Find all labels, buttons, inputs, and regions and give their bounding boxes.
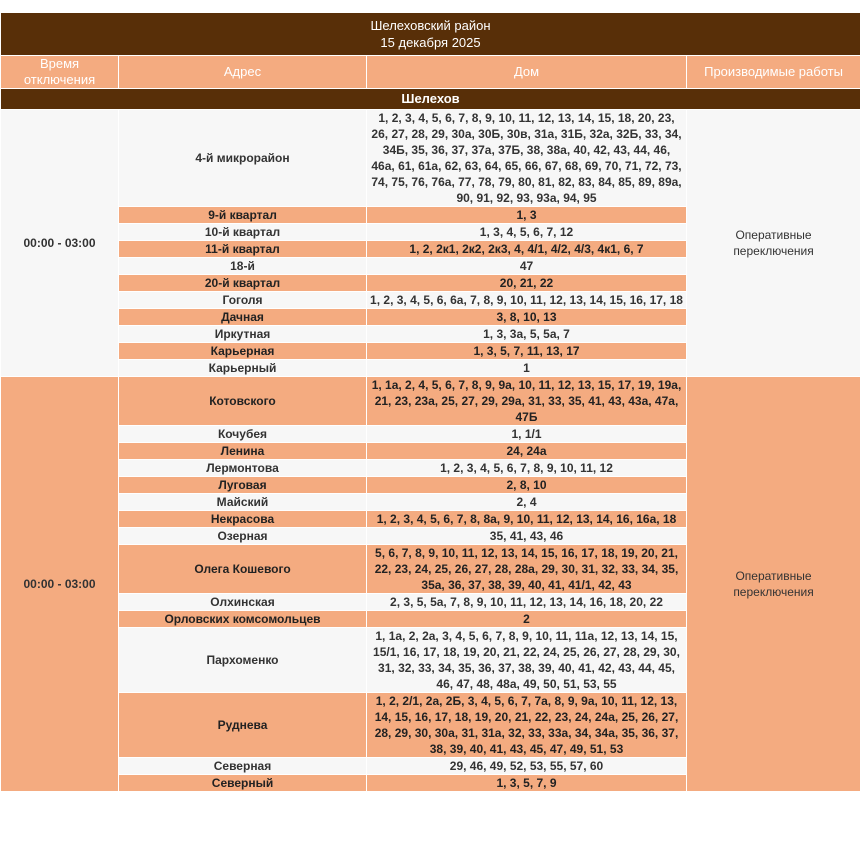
- house-numbers: 1, 1а, 2, 2а, 3, 4, 5, 6, 7, 8, 9, 10, 11, 11а, 12, 13, 14, 15, 15/1, 16, 17, 18, 19, 20, 21, 22, 24, 25, 26, 27, 28, 29, 30, 31, 32, 33, 34, 35, 36, 37, 38, 39, 40, 41, 42, 43, 44, 45, 46, 47, 48, 48а, 49, 50, 51, 53, 55: [367, 628, 687, 693]
- house-numbers: 1, 3, 3а, 5, 5а, 7: [367, 326, 687, 343]
- street-address: Некрасова: [119, 511, 367, 528]
- street-address: 20-й квартал: [119, 275, 367, 292]
- street-address: Котовского: [119, 377, 367, 426]
- street-address: Северный: [119, 775, 367, 792]
- column-header-house: Дом: [367, 56, 687, 89]
- house-numbers: 1, 1/1: [367, 426, 687, 443]
- street-address: Пархоменко: [119, 628, 367, 693]
- outage-table: [0, 12, 860, 792]
- schedule-date: 15 декабря 2025: [380, 35, 481, 50]
- house-numbers: 1, 1а, 2, 4, 5, 6, 7, 8, 9, 9а, 10, 11, 12, 13, 15, 17, 19, 19а, 21, 23, 23а, 25, 27, 29, 29а, 31, 33, 35, 41, 43, 43а, 47а, 47Б: [367, 377, 687, 426]
- street-address: 4-й микрорайон: [119, 110, 367, 207]
- street-address: Луговая: [119, 477, 367, 494]
- street-address: Дачная: [119, 309, 367, 326]
- house-numbers: 3, 8, 10, 13: [367, 309, 687, 326]
- column-header-works: Производимые работы: [687, 56, 860, 89]
- house-numbers: 2, 3, 5, 5а, 7, 8, 9, 10, 11, 12, 13, 14, 16, 18, 20, 22: [367, 594, 687, 611]
- house-numbers: 1, 2, 2/1, 2а, 2Б, 3, 4, 5, 6, 7, 7а, 8, 9, 9а, 10, 11, 12, 13, 14, 15, 16, 17, 18, 19, 20, 21, 22, 23, 24, 24а, 25, 26, 27, 28, 29, 30, 30а, 31, 31а, 32, 33, 33а, 34, 34а, 35, 36, 37, 38, 39, 40, 41, 43, 45, 47, 49, 51, 53: [367, 693, 687, 758]
- street-address: Северная: [119, 758, 367, 775]
- works-description: Оперативные переключения: [687, 377, 860, 792]
- house-numbers: 20, 21, 22: [367, 275, 687, 292]
- street-address: 10-й квартал: [119, 224, 367, 241]
- street-address: Карьерный: [119, 360, 367, 377]
- street-address: 9-й квартал: [119, 207, 367, 224]
- table-row: [1, 377, 860, 426]
- street-address: Кочубея: [119, 426, 367, 443]
- column-header-address: Адрес: [119, 56, 367, 89]
- house-numbers: 2, 8, 10: [367, 477, 687, 494]
- house-numbers: 1, 3, 5, 7, 11, 13, 17: [367, 343, 687, 360]
- street-address: Гоголя: [119, 292, 367, 309]
- street-address: Озерная: [119, 528, 367, 545]
- district-name: Шелеховский район: [370, 18, 491, 33]
- column-header-time: Время отключения: [1, 56, 119, 89]
- house-numbers: 1, 2, 3, 4, 5, 6, 6а, 7, 8, 9, 10, 11, 12, 13, 14, 15, 16, 17, 18: [367, 292, 687, 309]
- street-address: 18-й: [119, 258, 367, 275]
- street-address: Лермонтова: [119, 460, 367, 477]
- street-address: Олега Кошевого: [119, 545, 367, 594]
- street-address: Майский: [119, 494, 367, 511]
- city-heading: Шелехов: [1, 89, 860, 110]
- house-numbers: 1, 2, 3, 4, 5, 6, 7, 8, 9, 10, 11, 12: [367, 460, 687, 477]
- outage-time: 00:00 - 03:00: [1, 110, 119, 377]
- street-address: Иркутная: [119, 326, 367, 343]
- house-numbers: 47: [367, 258, 687, 275]
- outage-schedule: [0, 12, 860, 792]
- street-address: Олхинская: [119, 594, 367, 611]
- house-numbers: 1, 2, 3, 4, 5, 6, 7, 8, 9, 10, 11, 12, 13, 14, 15, 18, 20, 23, 26, 27, 28, 29, 30а, 30Б, 30в, 31а, 31Б, 32а, 32Б, 33, 34, 34Б, 35, 36, 37, 37а, 37Б, 38, 38а, 40, 42, 43, 44, 46, 46а, 61, 61а, 62, 63, 64, 65, 66, 67, 68, 69, 70, 71, 72, 73, 74, 75, 76, 76а, 77, 78, 79, 80, 81, 82, 83, 84, 85, 89, 89а, 90, 91, 92, 93, 93а, 94, 95: [367, 110, 687, 207]
- house-numbers: 1, 2, 3, 4, 5, 6, 7, 8, 8а, 9, 10, 11, 12, 13, 14, 16, 16а, 18: [367, 511, 687, 528]
- house-numbers: 1, 2, 2к1, 2к2, 2к3, 4, 4/1, 4/2, 4/3, 4к1, 6, 7: [367, 241, 687, 258]
- house-numbers: 1, 3: [367, 207, 687, 224]
- house-numbers: 5, 6, 7, 8, 9, 10, 11, 12, 13, 14, 15, 16, 17, 18, 19, 20, 21, 22, 23, 24, 25, 26, 27, 28, 28а, 29, 30, 31, 32, 33, 34, 35, 35а, 36, 37, 38, 39, 40, 41, 41/1, 42, 43: [367, 545, 687, 594]
- house-numbers: 35, 41, 43, 46: [367, 528, 687, 545]
- house-numbers: 24, 24а: [367, 443, 687, 460]
- street-address: Орловских комсомольцев: [119, 611, 367, 628]
- street-address: 11-й квартал: [119, 241, 367, 258]
- house-numbers: 1, 3, 4, 5, 6, 7, 12: [367, 224, 687, 241]
- outage-time: 00:00 - 03:00: [1, 377, 119, 792]
- street-address: Руднева: [119, 693, 367, 758]
- house-numbers: 1, 3, 5, 7, 9: [367, 775, 687, 792]
- house-numbers: 1: [367, 360, 687, 377]
- street-address: Ленина: [119, 443, 367, 460]
- works-description: Оперативные переключения: [687, 110, 860, 377]
- house-numbers: 29, 46, 49, 52, 53, 55, 57, 60: [367, 758, 687, 775]
- table-row: [1, 110, 860, 207]
- house-numbers: 2: [367, 611, 687, 628]
- house-numbers: 2, 4: [367, 494, 687, 511]
- table-title: [1, 13, 860, 56]
- street-address: Карьерная: [119, 343, 367, 360]
